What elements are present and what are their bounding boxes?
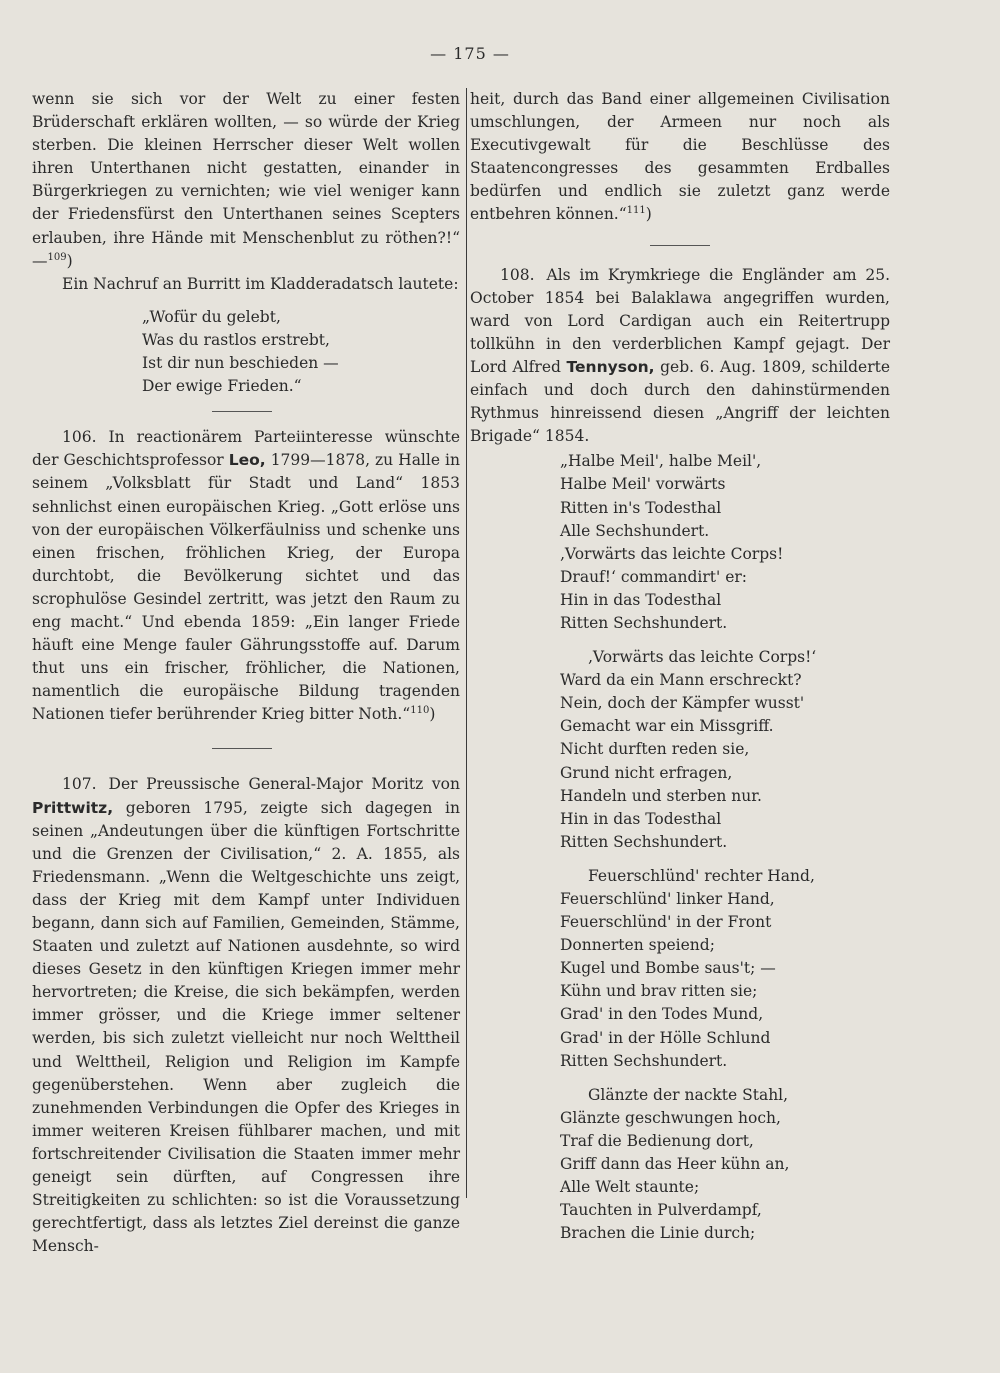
poem-line: Ritten Sechshundert. bbox=[560, 832, 728, 851]
person-name: Leo, bbox=[228, 451, 266, 470]
page-number: — 175 — bbox=[430, 44, 510, 63]
section-number: 108. bbox=[500, 265, 535, 284]
poem-line: Alle Sechshundert. bbox=[560, 521, 710, 540]
poem-line: Ritten Sechshundert. bbox=[560, 613, 728, 632]
footnote-ref: 111 bbox=[626, 205, 646, 217]
section-106: 106. In reactionärem Parteiinteresse wünschte der Geschichtsprofessor Leo, 1799—1878, zu Halle in seinem „Volksblatt für Stadt und Land“ 1853 sehnlichst einen europäischen Krieg. „Gott erlöse uns von der europäischen Völkerfäulniss und schenke uns einen frischen, fröhlichen Krieg, der Europa durchtobt, die Bevölkerung sichtet und das scrophulöse Gesindel zertritt, was jetzt den Raum zu eng macht.“ Und ebenda 1859: „Ein langer Friede häuft eine Menge fauler Gährungsstoffe auf. Darum thut uns ein frischer, fröhlicher, die Nationen, namentlich die europäische Bildung tragenden Nationen tiefer berührender Krieg bitter Noth.“$^{110}$) bbox=[32, 428, 460, 724]
poem-line: „Wofür du gelebt, bbox=[142, 307, 281, 326]
poem-stanza bbox=[560, 865, 890, 1073]
section-divider bbox=[212, 748, 272, 749]
poem-stanza bbox=[560, 1084, 890, 1246]
poem-line: Glänzte der nackte Stahl, bbox=[588, 1085, 789, 1104]
poem-line: Brachen die Linie durch; bbox=[560, 1224, 756, 1243]
poem-line: Handeln und sterben nur. bbox=[560, 786, 762, 805]
section-108: 108. Als im Krymkriege die Engländer am 25. October 1854 bei Balaklawa angegriffen wurden, ward von Lord Cardigan auch ein Reitertrupp tollkühn in den verderblichen Kampf gejagt. Der Lord Alfred Tennyson, geb. 6. Aug. 1809, schilderte einfach und doch durch den dahinstürmenden Rythmus hinreissend diesen „Angriff der leichten Brigade“ 1854. bbox=[470, 265, 891, 446]
poem-line: Nein, doch der Kämpfer wusst' bbox=[560, 694, 805, 713]
poem-line: Grad' in den Todes Mund, bbox=[560, 1005, 764, 1024]
poem-line: ‚Vorwärts das leichte Corps!‘ bbox=[588, 648, 817, 667]
section-number: 106. bbox=[62, 428, 97, 447]
section-number: 107. bbox=[62, 775, 97, 794]
section-divider bbox=[212, 411, 272, 412]
poem-line: Drauf!‘ commandirt' er: bbox=[560, 567, 748, 586]
poem-line: Feuerschlünd' rechter Hand, bbox=[588, 866, 815, 885]
poem-nachruf bbox=[32, 306, 460, 398]
poem-line: Ist dir nun beschieden — bbox=[142, 354, 339, 373]
poem-line: Ritten in's Todesthal bbox=[560, 498, 722, 517]
poem-line: Traf die Bedienung dort, bbox=[560, 1131, 754, 1150]
paragraph-intro-poem: Ein Nachruf an Burritt im Kladderadatsch lautete: bbox=[62, 274, 459, 293]
poem-line: Griff dann das Heer kühn an, bbox=[560, 1155, 790, 1174]
person-name: Tennyson, bbox=[566, 357, 655, 376]
poem-line: „Halbe Meil', halbe Meil', bbox=[560, 452, 762, 471]
section-divider bbox=[650, 245, 710, 246]
poem-leichte-brigade bbox=[470, 450, 890, 1245]
poem-line: Der ewige Frieden.“ bbox=[142, 377, 302, 396]
poem-line: Alle Welt staunte; bbox=[560, 1178, 700, 1197]
footnote-ref: 109 bbox=[47, 251, 67, 263]
poem-line: Ritten Sechshundert. bbox=[560, 1051, 728, 1070]
poem-line: Nicht durften reden sie, bbox=[560, 740, 750, 759]
poem-line: Grund nicht erfragen, bbox=[560, 763, 733, 782]
poem-line: Hin in das Todesthal bbox=[560, 590, 722, 609]
poem-line: Kugel und Bombe saus't; — bbox=[560, 959, 776, 978]
poem-stanza bbox=[560, 646, 890, 854]
poem-line: Kühn und brav ritten sie; bbox=[560, 982, 758, 1001]
poem-line: ‚Vorwärts das leichte Corps! bbox=[560, 544, 784, 563]
poem-stanza bbox=[560, 450, 890, 635]
poem-line: Feuerschlünd' in der Front bbox=[560, 913, 772, 932]
footnote-ref: 110 bbox=[410, 705, 430, 717]
poem-line: Gemacht war ein Missgriff. bbox=[560, 717, 774, 736]
section-107: 107. Der Preussische General-Major Moritz von Prittwitz, geboren 1795, zeigte sich dagegen in seinen „Andeutungen über die künftigen Fortschritte und die Grenzen der Civilisation,“ 2. A. 1855, als Friedensmann. „Wenn die Weltgeschichte uns zeigt, dass der Krieg mit dem Kampf unter Individuen begann, dann sich auf Familien, Gemeinden, Stämme, Staaten und zuletzt auf Nationen ausdehnte, so wird dieses Gesetz in den künftigen Kriegen immer mehr hervortreten; die Kreise, die sich bekämpfen, werden immer grösser, und die Kriege immer seltener werden, bis sich zuletzt vielleicht nur noch Welttheil und Welttheil, Religion und Religion im Kampfe gegenüberstehen. Wenn aber zugleich die zunehmenden Verbindungen die Opfer des Krieges in immer weiteren Kreisen fühlbarer machen, und mit fortschreitender Civilisation die Staaten immer mehr geneigt sein dürften, auf Congressen ihre Streitigkeiten zu schlichten: so ist die Voraussetzung gerechtfertigt, dass als letztes Ziel dereinst die ganze Mensch- bbox=[32, 775, 460, 1256]
paragraph-continuation: heit, durch das Band einer allgemeinen Civilisation umschlungen, der Armeen nur noch als Executivgewalt für die Beschlüsse des Staatencongresses des gesammten Erdballes bedürfen und endlich sie zuletzt ganz werde entbehren können.“$^{111}$) bbox=[470, 90, 890, 224]
right-column bbox=[470, 88, 890, 1256]
poem-line: Glänzte geschwungen hoch, bbox=[560, 1108, 781, 1127]
person-name: Prittwitz, bbox=[32, 798, 114, 817]
poem-line: Halbe Meil' vorwärts bbox=[560, 475, 726, 494]
column-rule bbox=[466, 88, 467, 1198]
left-column bbox=[32, 88, 460, 1258]
poem-line: Grad' in der Hölle Schlund bbox=[560, 1028, 771, 1047]
poem-line: Was du rastlos erstrebt, bbox=[142, 330, 330, 349]
poem-line: Feuerschlünd' linker Hand, bbox=[560, 890, 775, 908]
poem-line: Tauchten in Pulverdampf, bbox=[560, 1201, 762, 1220]
paragraph-continuation: wenn sie sich vor der Welt zu einer festen Brüderschaft erklären wollten, — so würde der Krieg sterben. Die kleinen Herrscher dieser Welt wollen ihren Unterthanen nicht gestatten, einander in Bürgerkriegen zu vernichten; wie viel weniger kann der Friedensfürst den Unterthanen seines Scepters erlauben, ihre Hände mit Menschenblut zu röthen?!“ —$^{109}$) bbox=[32, 90, 460, 270]
poem-line: Ward da ein Mann erschreckt? bbox=[560, 671, 802, 690]
poem-line: Donnerten speiend; bbox=[560, 936, 715, 955]
poem-line: Hin in das Todesthal bbox=[560, 809, 722, 828]
